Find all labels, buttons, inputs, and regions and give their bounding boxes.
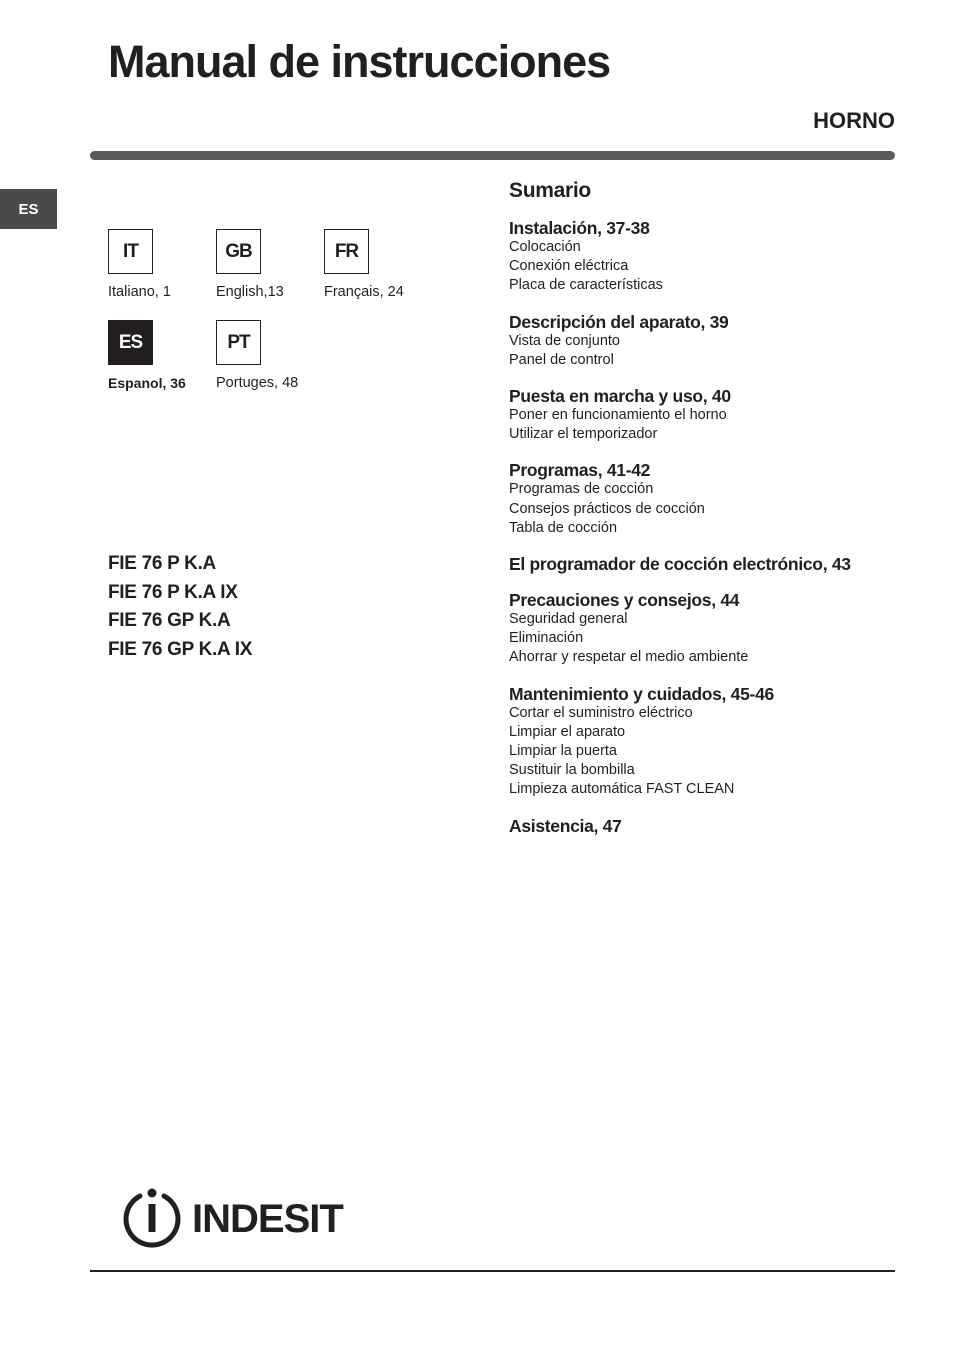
model-name: FIE 76 GP K.A IX <box>108 639 253 661</box>
language-code-box: ES <box>108 320 153 365</box>
toc-item[interactable]: Ahorrar y respetar el medio ambiente <box>509 649 749 666</box>
toc-section <box>509 591 889 668</box>
toc-heading[interactable]: Instalación, 37-38 <box>509 218 650 238</box>
toc-heading[interactable]: El programador de cocción electrónico, 43 <box>509 554 851 575</box>
toc-item[interactable]: Cortar el suministro eléctrico <box>509 704 693 721</box>
language-label: Espanol, 36 <box>108 375 186 391</box>
toc-section <box>509 219 889 296</box>
toc-section <box>509 555 889 574</box>
language-code-box: IT <box>108 229 153 274</box>
toc-heading[interactable]: Mantenimiento y cuidados, 45-46 <box>509 683 774 704</box>
toc-section <box>509 313 889 370</box>
toc-item[interactable]: Limpiar el aparato <box>509 723 626 740</box>
language-label: Français, 24 <box>324 284 404 300</box>
language-item-es[interactable] <box>108 320 188 393</box>
toc-item[interactable]: Panel de control <box>509 351 614 368</box>
footer-divider <box>90 1270 895 1272</box>
toc-item[interactable]: Limpiar la puerta <box>509 743 617 760</box>
header-divider <box>90 151 895 160</box>
language-item-pt[interactable] <box>216 320 326 393</box>
language-label: Italiano, 1 <box>108 284 171 300</box>
toc-title: Sumario <box>509 179 591 202</box>
language-code-box: GB <box>216 229 261 274</box>
model-name: FIE 76 P K.A IX <box>108 581 238 603</box>
toc-heading[interactable]: Asistencia, 47 <box>509 815 622 836</box>
language-item-gb[interactable] <box>216 229 326 302</box>
indesit-logo <box>120 1184 350 1253</box>
toc-item[interactable]: Programas de cocción <box>509 481 654 498</box>
toc-item[interactable]: Seguridad general <box>509 611 628 628</box>
toc-item[interactable]: Poner en funcionamiento el horno <box>509 407 727 424</box>
page-title: Manual de instrucciones <box>108 36 611 87</box>
toc-item[interactable]: Consejos prácticos de cocción <box>509 500 705 517</box>
language-label: Portuges, 48 <box>216 375 299 391</box>
language-item-it[interactable] <box>108 229 218 302</box>
toc-heading[interactable]: Precauciones y consejos, 44 <box>509 590 740 611</box>
model-name: FIE 76 GP K.A <box>108 610 231 632</box>
model-list <box>108 550 252 665</box>
toc-heading[interactable]: Programas, 41-42 <box>509 460 651 481</box>
toc-item[interactable]: Eliminación <box>509 630 584 647</box>
toc-section <box>509 387 889 444</box>
language-item-fr[interactable] <box>324 229 434 302</box>
toc-item[interactable]: Conexión eléctrica <box>509 258 629 275</box>
toc-heading[interactable]: Puesta en marcha y uso, 40 <box>509 386 731 407</box>
toc-item[interactable]: Limpieza automática FAST CLEAN <box>509 781 735 798</box>
language-code-box: FR <box>324 229 369 274</box>
toc-item[interactable]: Placa de características <box>509 277 663 294</box>
toc-heading[interactable]: Descripción del aparato, 39 <box>509 311 729 332</box>
logo-wordmark: INDESIT <box>192 1197 343 1241</box>
model-name: FIE 76 P K.A <box>108 553 216 574</box>
product-type: HORNO <box>813 108 895 133</box>
toc-section <box>509 461 889 538</box>
toc-item[interactable]: Sustituir la bombilla <box>509 762 635 779</box>
table-of-contents <box>509 179 889 853</box>
toc-item[interactable]: Tabla de cocción <box>509 519 618 536</box>
language-code-box: PT <box>216 320 261 365</box>
toc-section <box>509 817 889 836</box>
language-label: English,13 <box>216 284 284 300</box>
language-side-tab: ES <box>0 189 57 229</box>
indesit-logo-icon <box>120 1184 350 1248</box>
toc-section <box>509 685 889 800</box>
toc-item[interactable]: Vista de conjunto <box>509 332 620 349</box>
toc-item[interactable]: Colocación <box>509 239 581 255</box>
toc-item[interactable]: Utilizar el temporizador <box>509 426 658 443</box>
